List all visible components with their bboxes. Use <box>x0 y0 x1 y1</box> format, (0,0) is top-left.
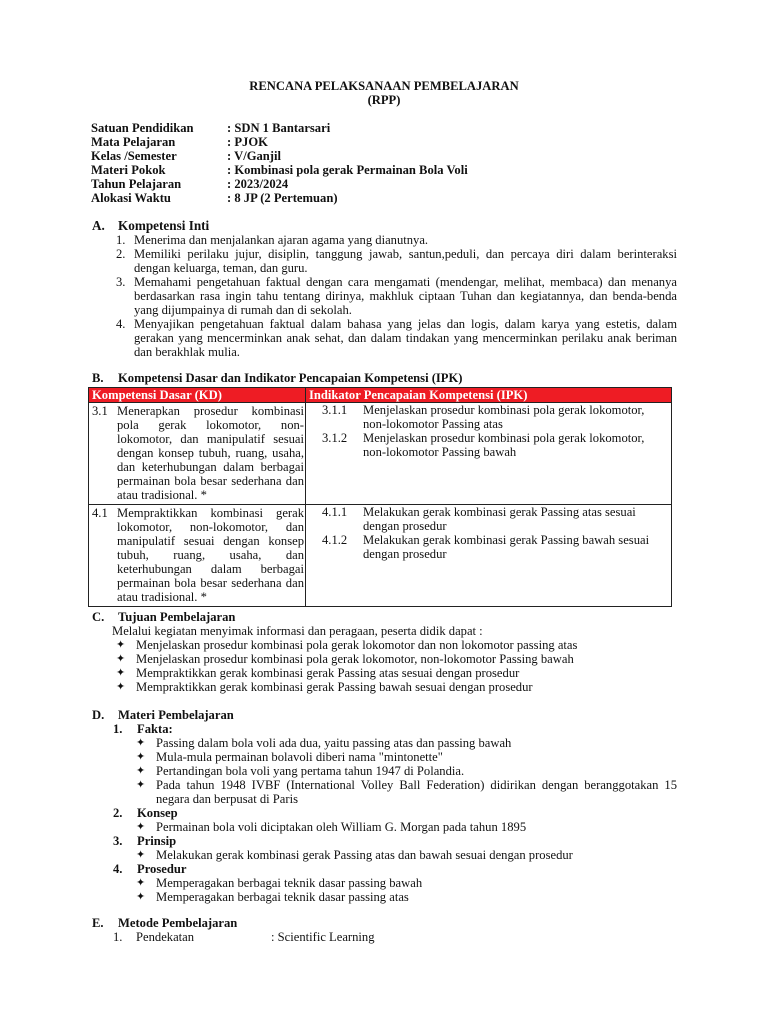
section-d-heading <box>92 708 234 722</box>
list-item <box>114 680 684 694</box>
section-c-heading <box>92 610 235 624</box>
ipk-number: 4.1.2 <box>322 533 348 547</box>
item-text: Memperagakan berbagai teknik dasar passing bawah <box>156 876 423 890</box>
materi-group-heading <box>113 834 677 848</box>
item-text: Pertandingan bola voli yang pertama tahun 1947 di Polandia. <box>156 764 465 778</box>
four-point-star-icon: ✦ <box>116 639 126 651</box>
section-title: Kompetensi Inti <box>118 218 210 233</box>
list-item <box>134 736 677 750</box>
list-item <box>134 764 677 778</box>
four-point-star-icon: ✦ <box>136 849 146 861</box>
group-number: 3. <box>113 834 123 848</box>
table-header-row <box>89 388 672 403</box>
identity-value: : V/Ganjil <box>227 149 281 163</box>
identity-value: : 8 JP (2 Pertemuan) <box>227 191 338 205</box>
list-item <box>114 638 684 652</box>
section-letter: E. <box>92 916 104 930</box>
item-text: Menerima dan menjalankan ajaran agama yang dianutnya. <box>134 233 429 247</box>
four-point-star-icon: ✦ <box>116 653 126 665</box>
identity-label: Tahun Pelajaran <box>91 177 182 191</box>
list-item <box>114 666 684 680</box>
materi-group-items <box>134 820 677 834</box>
item-text: Menyajikan pengetahuan faktual dalam bahasa yang jelas dan logis, dalam karya yang estetis, dalam gerakan yang mencerminkan anak sehat, dan dalam tindakan yang mencerminkan perilaku anak beriman dan berakhlak mulia. <box>134 317 677 359</box>
section-letter: B. <box>92 371 104 385</box>
four-point-star-icon: ✦ <box>136 737 146 749</box>
ipk-text: Menjelaskan prosedur kombinasi pola gerak lokomotor, non-lokomotor Passing bawah <box>363 431 645 459</box>
group-number: 1. <box>113 722 123 736</box>
item-text: Memahami pengetahuan faktual dengan cara mengamati (mendengar, melihat, membaca) dan menanya berdasarkan rasa ingin tahu tentang dirinya, makhluk ciptaan Tuhan dan kegiatannya, dan benda-benda yang dijumpainya di rumah dan di sekolah. <box>134 275 677 317</box>
section-title: Kompetensi Dasar dan Indikator Pencapaian Kompetensi (IPK) <box>118 371 463 385</box>
identity-label: Satuan Pendidikan <box>91 121 194 135</box>
ipk-cell <box>306 403 672 505</box>
ipk-item <box>306 505 671 533</box>
kd-number: 4.1 <box>92 506 108 520</box>
list-item <box>114 652 684 666</box>
item-number: 2. <box>116 247 126 261</box>
materi-group-items <box>134 736 677 806</box>
group-title: Prosedur <box>137 862 187 876</box>
list-item <box>110 233 677 247</box>
group-number: 2. <box>113 806 123 820</box>
materi-group-heading <box>113 862 677 876</box>
section-letter: A. <box>92 218 105 233</box>
tujuan-list-wrapper <box>114 638 684 694</box>
four-point-star-icon: ✦ <box>136 877 146 889</box>
item-text: Melakukan gerak kombinasi gerak Passing atas dan bawah sesuai dengan prosedur <box>156 848 573 862</box>
document-subtitle: (RPP) <box>367 93 401 107</box>
four-point-star-icon: ✦ <box>136 891 146 903</box>
tujuan-list <box>114 638 684 694</box>
group-title: Konsep <box>137 806 178 820</box>
four-point-star-icon: ✦ <box>136 751 146 763</box>
materi-group-items <box>134 848 677 862</box>
section-title: Metode Pembelajaran <box>118 916 238 930</box>
ipk-cell <box>306 505 672 607</box>
group-number: 4. <box>113 862 123 876</box>
item-number: 1. <box>116 233 126 247</box>
ipk-item <box>306 403 671 431</box>
table-row <box>89 505 672 607</box>
ipk-text: Melakukan gerak kombinasi gerak Passing atas sesuai dengan prosedur <box>363 505 636 533</box>
table-row <box>89 403 672 505</box>
ipk-item <box>306 431 671 459</box>
materi-list <box>113 722 677 904</box>
item-text: Permainan bola voli diciptakan oleh William G. Morgan pada tahun 1895 <box>156 820 527 834</box>
four-point-star-icon: ✦ <box>116 667 126 679</box>
ipk-text: Melakukan gerak kombinasi gerak Passing bawah sesuai dengan prosedur <box>363 533 650 561</box>
list-item <box>110 275 677 317</box>
ipk-number: 3.1.1 <box>322 403 348 417</box>
item-text: Mempraktikkan gerak kombinasi gerak Passing atas sesuai dengan prosedur <box>136 666 520 680</box>
item-text: Memiliki perilaku jujur, disiplin, tanggung jawab, santun,peduli, dan percaya diri dalam berinteraksi dengan keluarga, teman, dan guru. <box>134 247 677 275</box>
row-value: : Scientific Learning <box>271 930 375 944</box>
item-text: Menjelaskan prosedur kombinasi pola gerak lokomotor dan non lokomotor passing atas <box>136 638 578 652</box>
kd-number: 3.1 <box>92 404 108 418</box>
identity-label: Materi Pokok <box>91 163 166 177</box>
kd-cell <box>89 505 306 607</box>
kd-item <box>92 506 304 604</box>
item-text: Mula-mula permainan bolavoli diberi nama "mintonette" <box>156 750 443 764</box>
list-item <box>134 778 677 806</box>
row-label: Pendekatan <box>136 930 195 944</box>
header-kd: Kompetensi Dasar (KD) <box>89 388 306 403</box>
list-item <box>110 247 677 275</box>
item-number: 3. <box>116 275 126 289</box>
item-number: 4. <box>116 317 126 331</box>
ipk-number: 4.1.1 <box>322 505 348 519</box>
identity-value: : Kombinasi pola gerak Permainan Bola Voli <box>227 163 468 177</box>
materi-group-heading <box>113 722 677 736</box>
group-title: Prinsip <box>137 834 177 848</box>
identity-value: : SDN 1 Bantarsari <box>227 121 331 135</box>
section-a-heading <box>92 219 209 233</box>
section-e-heading <box>92 916 237 930</box>
identity-value: : 2023/2024 <box>227 177 289 191</box>
kd-item <box>92 404 304 502</box>
row-number: 1. <box>113 930 123 944</box>
item-text: Passing dalam bola voli ada dua, yaitu passing atas dan passing bawah <box>156 736 512 750</box>
kompetensi-inti-list <box>110 233 677 359</box>
materi-group-items <box>134 876 677 904</box>
kd-cell <box>89 403 306 505</box>
kd-ipk-table <box>88 387 672 607</box>
materi-group-heading <box>113 806 677 820</box>
four-point-star-icon: ✦ <box>136 765 146 777</box>
section-letter: D. <box>92 708 105 722</box>
item-text: Mempraktikkan gerak kombinasi gerak Passing bawah sesuai dengan prosedur <box>136 680 533 694</box>
item-text: Pada tahun 1948 IVBF (International Volley Ball Federation) didirikan dengan beranggotakan 15 negara dan berpusat di Paris <box>156 778 677 806</box>
section-title: Materi Pembelajaran <box>118 708 234 722</box>
section-letter: C. <box>92 610 105 624</box>
header-ipk: Indikator Pencapaian Kompetensi (IPK) <box>306 388 672 403</box>
ipk-item <box>306 533 671 561</box>
kd-text: Mempraktikkan kombinasi gerak lokomotor, non-lokomotor, dan manipulatif sesuai dengan konsep tubuh, ruang, usaha, dan keterhubungan dalam berbagai permainan bola besar sederhana dan atau tradisional. * <box>117 506 304 604</box>
four-point-star-icon: ✦ <box>136 779 146 791</box>
item-text: Menjelaskan prosedur kombinasi pola gerak lokomotor, non-lokomotor Passing bawah <box>136 652 574 666</box>
section-c-intro: Melalui kegiatan menyimak informasi dan peragaan, peserta didik dapat : <box>112 624 483 638</box>
identity-label: Alokasi Waktu <box>91 191 171 205</box>
list-item <box>134 750 677 764</box>
kd-text: Menerapkan prosedur kombinasi pola gerak lokomotor, non-lokomotor, dan manipulatif sesuai dengan konsep tubuh, ruang, usaha, dan keterhubungan dalam berbagai permainan bola besar sederhana dan atau tradisional. * <box>117 404 304 502</box>
four-point-star-icon: ✦ <box>136 821 146 833</box>
list-item <box>110 317 677 359</box>
identity-label: Mata Pelajaran <box>91 135 176 149</box>
list-item <box>134 890 677 904</box>
group-title: Fakta: <box>137 722 173 736</box>
item-text: Memperagakan berbagai teknik dasar passing atas <box>156 890 409 904</box>
section-title: Tujuan Pembelajaran <box>118 610 236 624</box>
ipk-text: Menjelaskan prosedur kombinasi pola gerak lokomotor, non-lokomotor Passing atas <box>363 403 645 431</box>
list-item <box>134 876 677 890</box>
identity-value: : PJOK <box>227 135 268 149</box>
list-item <box>134 848 677 862</box>
list-item <box>134 820 677 834</box>
document-title: RENCANA PELAKSANAAN PEMBELAJARAN <box>249 79 519 93</box>
four-point-star-icon: ✦ <box>116 681 126 693</box>
identity-label: Kelas /Semester <box>91 149 177 163</box>
section-b-heading <box>92 371 463 385</box>
ipk-number: 3.1.2 <box>322 431 348 445</box>
